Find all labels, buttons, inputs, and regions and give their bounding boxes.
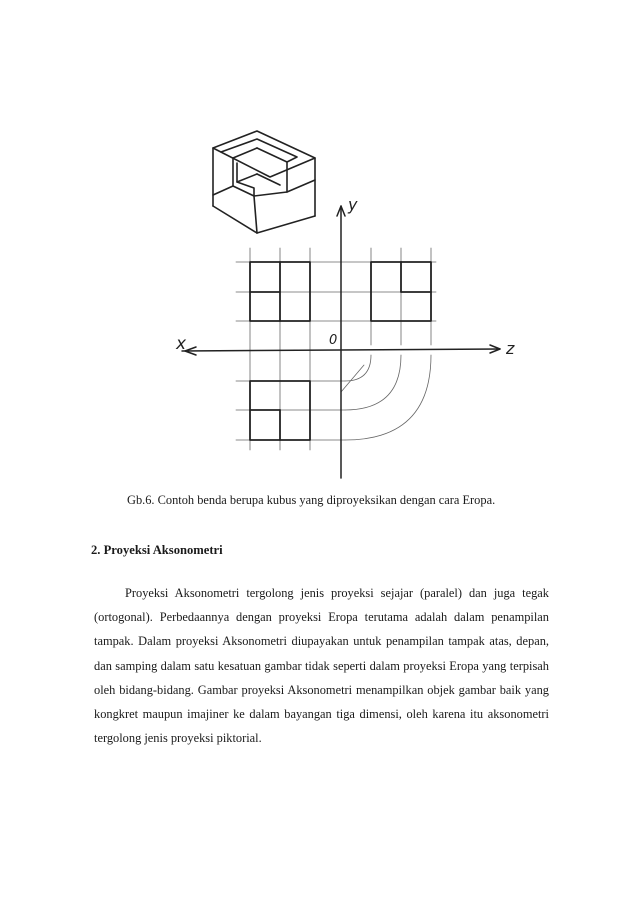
z-axis-label: z: [506, 339, 515, 358]
figure-caption: Gb.6. Contoh benda berupa kubus yang diproyeksikan dengan cara Eropa.: [127, 493, 496, 507]
isometric-cube-sketch: [213, 131, 315, 233]
axes: [182, 206, 500, 478]
x-axis-label: x: [176, 334, 187, 354]
section-paragraph: Proyeksi Aksonometri tergolong jenis proyeksi sejajar (paralel) dan juga tegak (ortogonal). Perbedaannya dengan proyeksi Eropa terutama adalah dalam penampilan tampak. Dalam proyeksi Aksonometri diupayakan untuk penampilan tampak atas, depan, dan samping dalam satu kesatuan gambar tidak seperti dalam proyeksi Eropa yang terpisah oleh bidang-bidang. Gambar proyeksi Aksonometri menampilkan objek gambar baik yang kongkret maupun imajiner ke dalam bayangan tiga dimensi, oleh karena itu aksonometri tergolong jenis proyeksi piktorial.: [94, 586, 549, 746]
section-heading: 2. Proyeksi Aksonometri: [91, 543, 223, 557]
front-view: [250, 262, 310, 321]
origin-label: 0: [329, 333, 338, 348]
y-axis-label: y: [348, 195, 358, 214]
